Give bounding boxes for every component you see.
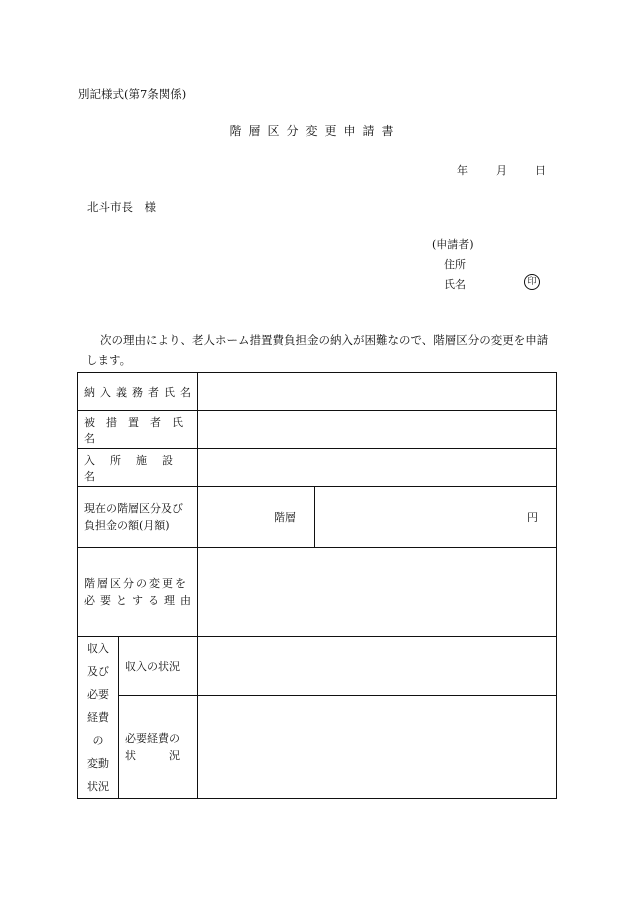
change-status-line: 及び: [87, 665, 109, 678]
taxpayer-name-field[interactable]: [198, 373, 557, 411]
date-month: 月: [496, 164, 507, 177]
income-status-field[interactable]: [198, 637, 557, 696]
change-status-line: 変動: [87, 757, 109, 770]
expense-status-line1: 必要経費の: [125, 732, 180, 745]
person-name-label: 被措置者氏名: [78, 411, 198, 449]
taxpayer-name-label: 納入義務者氏名: [78, 373, 198, 411]
date-year: 年: [457, 164, 468, 177]
facility-name-label: 入所施設名: [78, 449, 198, 487]
change-status-line: の: [92, 734, 104, 747]
expense-status-field[interactable]: [198, 696, 557, 799]
reason-label-line2: 必要とする理由: [84, 594, 196, 607]
current-class-label: [78, 487, 198, 548]
date-day: 日: [535, 164, 546, 177]
expense-status-line2: 状 況: [125, 749, 180, 762]
application-table: [77, 372, 557, 799]
reason-field[interactable]: [198, 548, 557, 637]
table-row: [78, 449, 557, 487]
table-row: [78, 637, 557, 696]
change-status-label: [78, 637, 119, 799]
table-row: [78, 548, 557, 637]
addressee: 北斗市長 様: [87, 200, 156, 214]
reason-label-line1: 階層区分の変更を: [84, 577, 188, 590]
change-status-line: 収入: [87, 642, 109, 655]
yen-unit: 円: [527, 511, 538, 524]
facility-name-field[interactable]: [198, 449, 557, 487]
date-line: [457, 162, 546, 178]
seal-mark: 印: [524, 274, 540, 290]
tier-unit: 階層: [274, 511, 296, 524]
table-row: [78, 373, 557, 411]
change-status-line: 必要: [87, 688, 109, 701]
applicant-label: (申請者): [432, 238, 474, 251]
expense-status-label: [119, 696, 198, 799]
person-name-field[interactable]: [198, 411, 557, 449]
amount-field[interactable]: [315, 487, 557, 548]
table-row: [78, 696, 557, 799]
application-statement: 次の理由により、老人ホーム措置費負担金の納入が困難なので、階層区分の変更を申請します。: [86, 333, 549, 367]
tier-field[interactable]: [198, 487, 315, 548]
change-status-line: 状況: [87, 780, 109, 793]
table-row: [78, 487, 557, 548]
address-label: 住所: [444, 258, 466, 271]
current-class-label-line1: 現在の階層区分及び: [84, 502, 183, 515]
table-row: [78, 411, 557, 449]
income-status-label: 収入の状況: [119, 637, 198, 696]
reason-label: [78, 548, 198, 637]
current-class-label-line2: 負担金の額(月額): [84, 519, 170, 532]
name-label: 氏名: [444, 278, 466, 291]
document-title: 階層区分変更申請書: [229, 124, 401, 138]
form-reference: 別記様式(第7条関係): [78, 87, 187, 101]
change-status-line: 経費: [87, 711, 109, 724]
